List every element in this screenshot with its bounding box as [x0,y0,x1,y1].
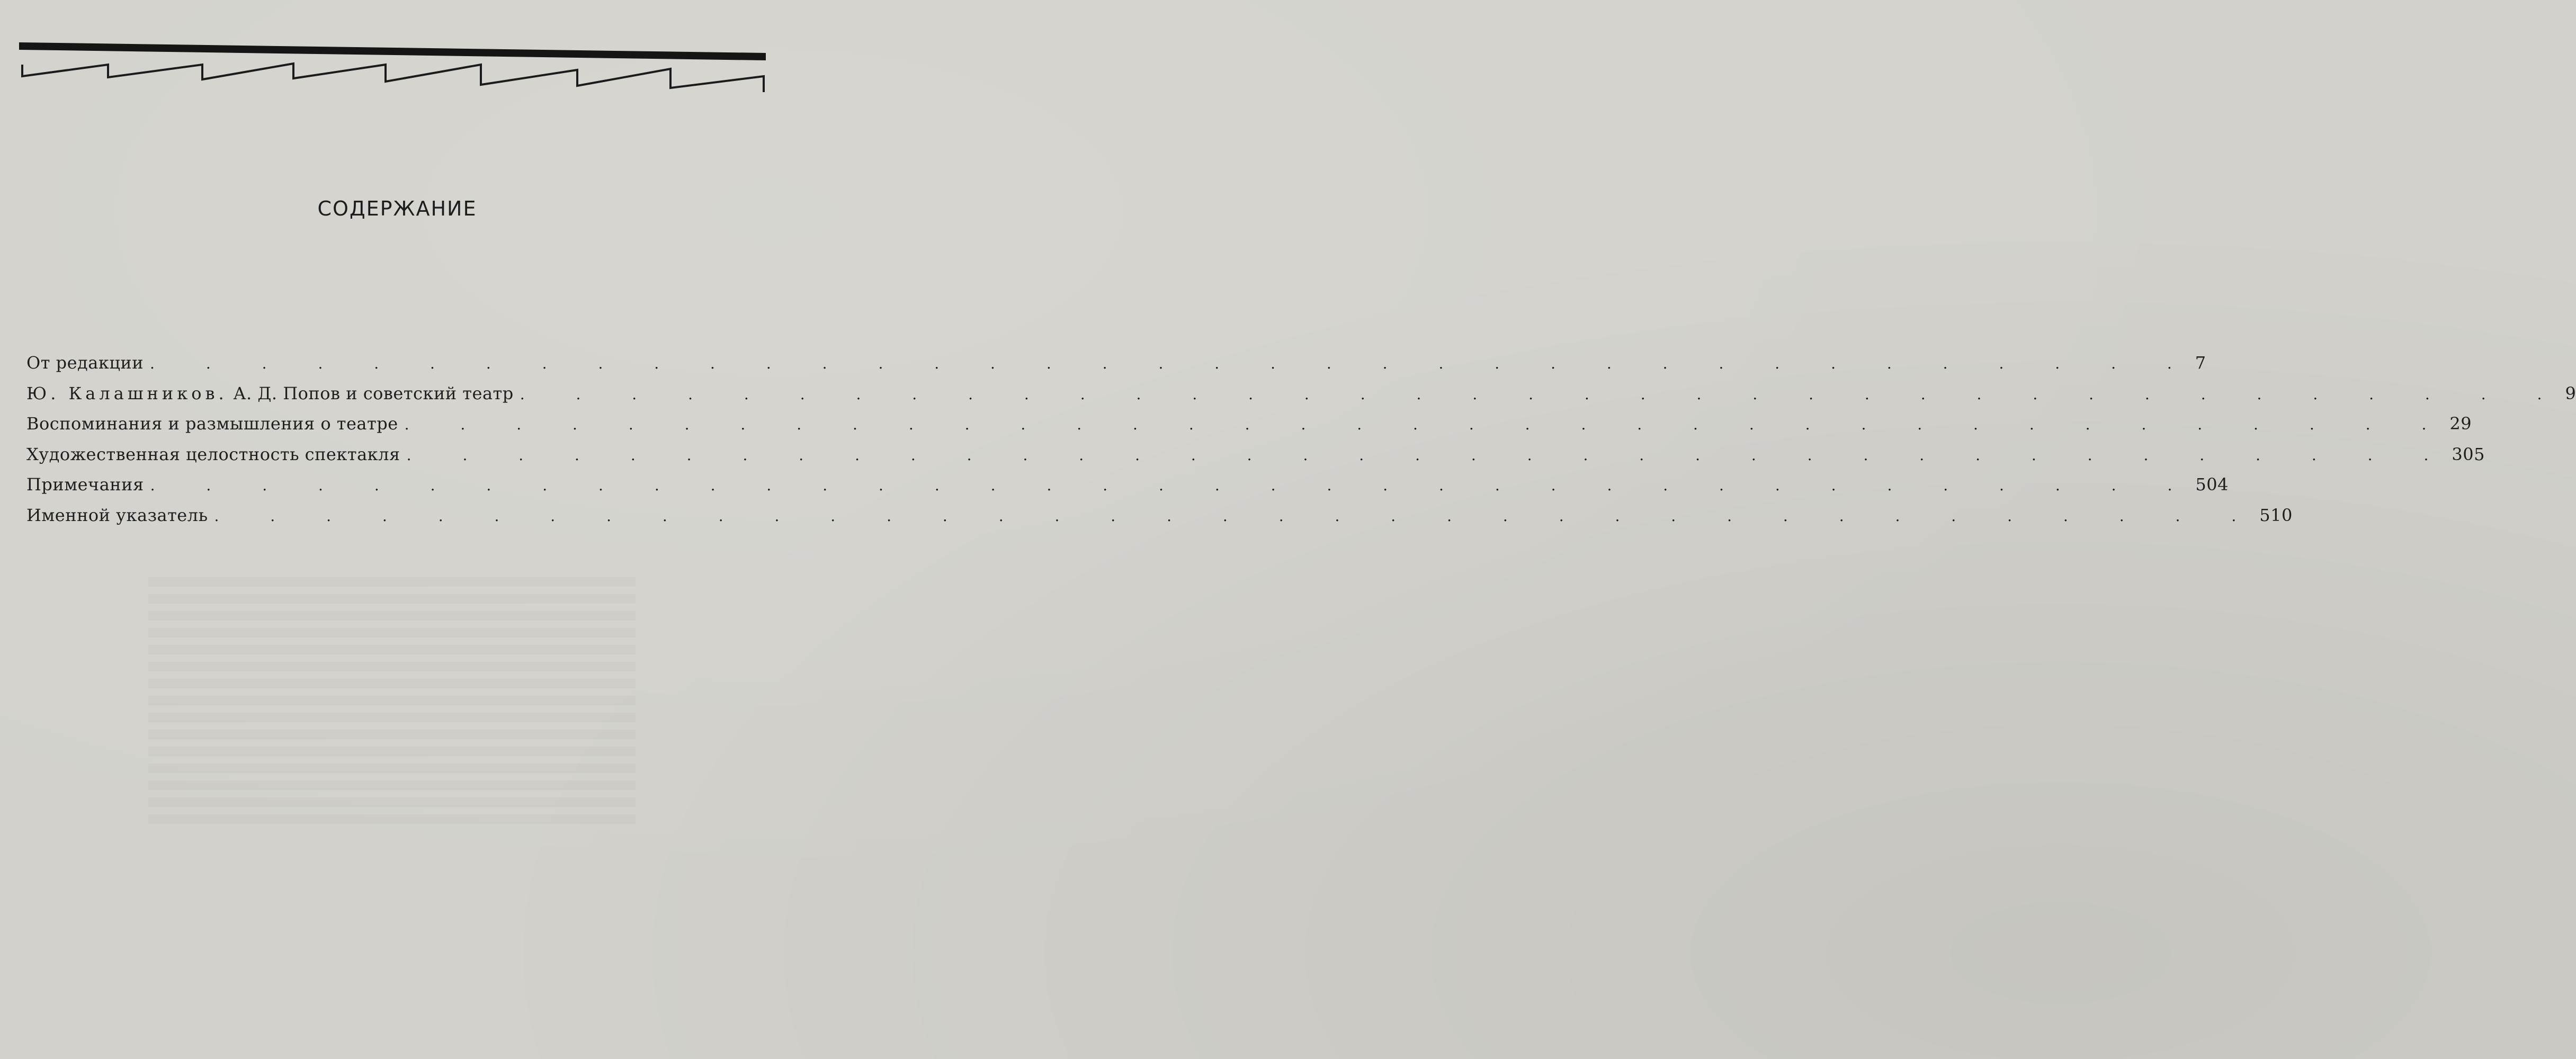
toc-page-number: 29 [2449,414,2472,434]
dot-leader: . . . . . . . . . . . . . . . . . . . . . . . . . . . . . . . . . . . . . [406,446,2452,464]
toc-entry[interactable] [26,379,2576,409]
dot-leader: . . . . . . . . . . . . . . . . . . . . . . . . . . . . . . . . . . . . . [214,507,2260,525]
bleed-through-texture [254,267,477,331]
dot-leader: . . . . . . . . . . . . . . . . . . . . . . . . . . . . . . . . . . . . . [150,355,2195,372]
toc-page-number: 7 [2195,353,2206,373]
decorative-header-ornament [19,37,766,95]
dot-leader: . . . . . . . . . . . . . . . . . . . . . . . . . . . . . . . . . . . . . [150,477,2196,495]
toc-entry-title: Именной указатель [26,505,208,525]
toc-entry[interactable] [26,470,2229,500]
toc-entry-author: Ю. Калашников. [26,383,228,403]
dot-leader: . . . . . . . . . . . . . . . . . . . . . . . . . . . . . . . . . . . . . [404,416,2450,434]
toc-page-number: 305 [2452,444,2485,464]
page-title: СОДЕРЖАНИЕ [317,197,477,220]
toc-entry[interactable] [26,500,2293,531]
toc-entry[interactable] [26,348,2206,379]
toc-entry-title: Художественная целостность спектакля [26,444,400,464]
toc-page-number: 510 [2259,505,2293,525]
bleed-through-texture [148,577,636,831]
toc-entry-title: Примечания [26,474,144,495]
toc-entry-title: А. Д. Попов и советский театр [233,383,514,403]
toc-entry[interactable] [26,439,2485,470]
table-of-contents [26,348,2576,531]
toc-entry-title: Воспоминания и размышления о театре [26,414,398,434]
toc-page-number: 9 [2565,383,2576,403]
toc-entry-title: От редакции [26,353,144,373]
toc-entry[interactable] [26,409,2472,439]
dot-leader: . . . . . . . . . . . . . . . . . . . . . . . . . . . . . . . . . . . . . [520,385,2565,403]
toc-page-number: 504 [2195,474,2229,495]
